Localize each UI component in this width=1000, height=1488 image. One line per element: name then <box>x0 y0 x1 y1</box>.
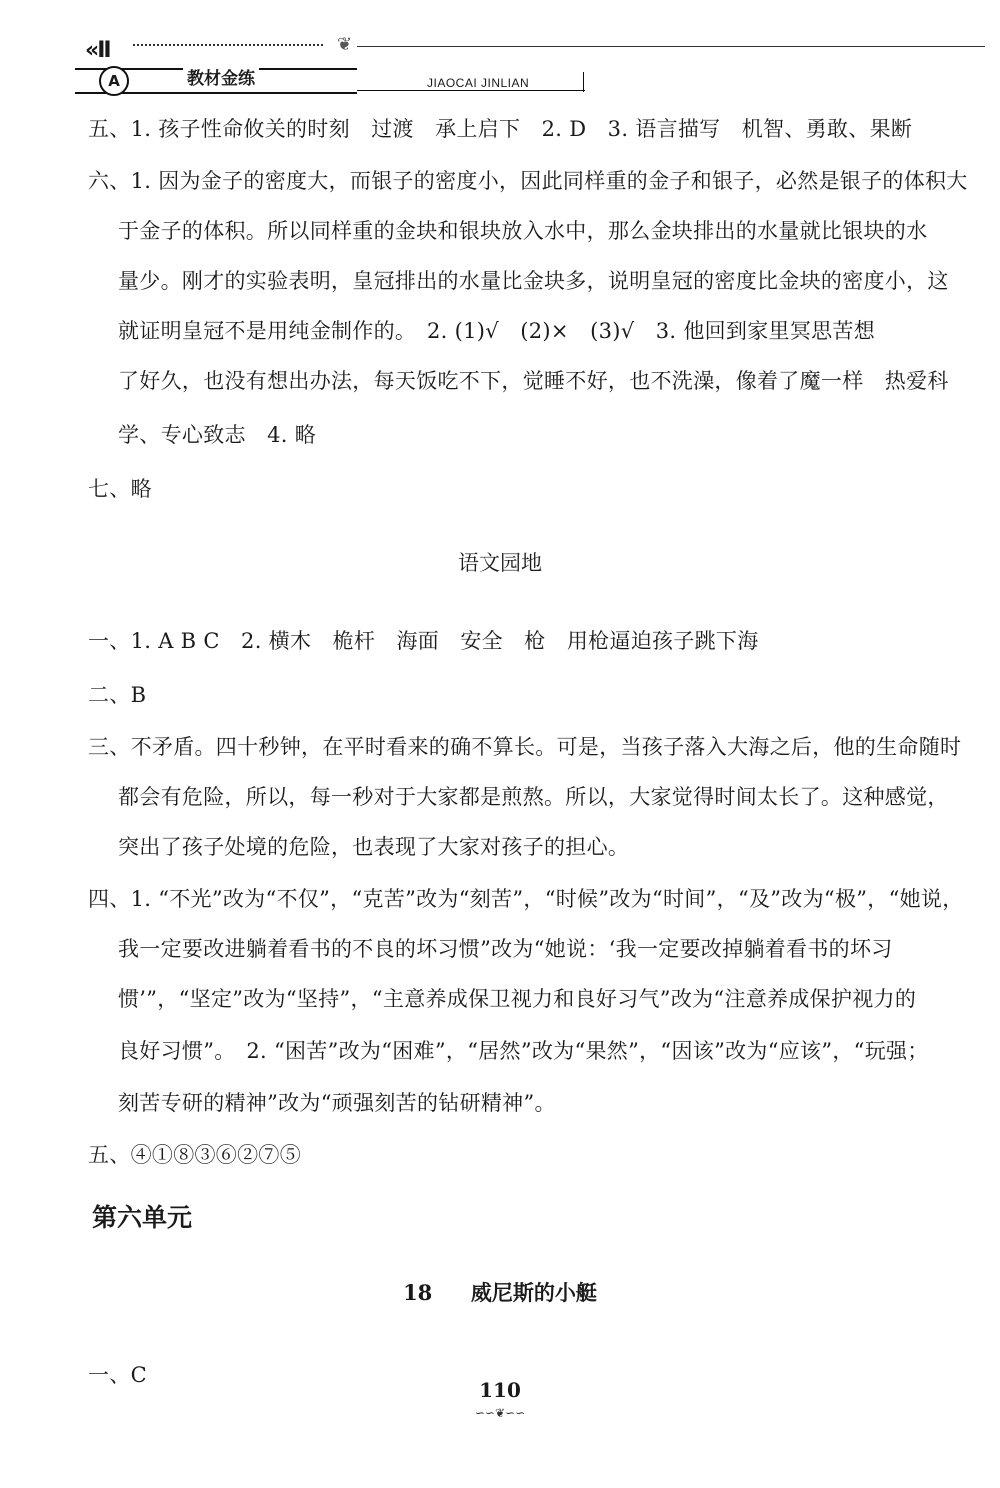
answer-q6-line: 学、专心致志 4. 略 <box>118 423 317 447</box>
page-number: 110 <box>479 1378 521 1402</box>
header-title: 教材金练 <box>183 68 259 90</box>
answer-q6-line: 就证明皇冠不是用纯金制作的。 2. (1)√ (2)× (3)√ 3. 他回到家里冥思苦想 <box>118 319 876 343</box>
header-swirl-icon: ❦ <box>337 34 353 55</box>
yuandi-q4-line: 惯’”，“坚定”改为“坚持”，“主意养成保卫视力和良好习气”改为“注意养成保护视力的 <box>118 987 917 1011</box>
lesson-heading <box>0 1278 1000 1308</box>
unit-heading: 第六单元 <box>92 1203 193 1232</box>
header-end-tick <box>583 72 584 92</box>
header-arrows: «II <box>85 38 110 63</box>
section-title-yuwen-yuandi: 语文园地 <box>458 551 542 575</box>
answer-q6-line: 六、1. 因为金子的密度大，而银子的密度小，因此同样重的金子和银子，必然是银子的体积大 <box>88 169 968 193</box>
yuandi-q4-line: 四、1. “不光”改为“不仅”，“克苦”改为“刻苦”，“时候”改为“时间”，“及”改为“极”，“她说， <box>88 887 964 911</box>
answer-q6-line: 于金子的体积。所以同样重的金块和银块放入水中，那么金块排出的水量就比银块的水 <box>118 219 928 243</box>
lesson-title: 威尼斯的小艇 <box>470 1280 597 1305</box>
footer-ornament-icon: ∽∽❦∽∽ <box>474 1406 526 1420</box>
header-subtitle: JIAOCAI JINLIAN <box>427 76 530 90</box>
yuandi-q3-line: 突出了孩子处境的危险，也表现了大家对孩子的担心。 <box>118 835 630 859</box>
lesson-number: 18 <box>403 1280 433 1305</box>
header-dotted-line <box>133 44 323 46</box>
page-header <box>75 28 985 100</box>
answer-q6-line: 了好久，也没有想出办法，每天饭吃不下，觉睡不好，也不洗澡，像着了魔一样 热爱科 <box>118 369 949 393</box>
answer-q5: 五、1. 孩子性命攸关的时刻 过渡 承上启下 2. D 3. 语言描写 机智、勇敢、果断 <box>88 117 913 141</box>
yuandi-q4-line: 刻苦专研的精神”改为“顽强刻苦的钻研精神”。 <box>118 1091 556 1115</box>
header-top-rule <box>357 46 985 47</box>
header-bottom-rule <box>357 90 585 91</box>
yuandi-q4-line: 良好习惯”。 2. “困苦”改为“困难”，“居然”改为“果然”，“因该”改为“应该”，“玩强； <box>118 1039 929 1063</box>
yuandi-q4-line: 我一定要改进躺着看书的不良的坏习惯”改为“她说：‘我一定要改掉躺着看书的坏习 <box>118 937 893 961</box>
yuandi-q3-line: 都会有危险，所以，每一秒对于大家都是煎熬。所以，大家觉得时间太长了。这种感觉， <box>118 785 949 809</box>
yuandi-q3-line: 三、不矛盾。四十秒钟，在平时看来的确不算长。可是，当孩子落入大海之后，他的生命随时 <box>88 735 962 759</box>
yuandi-q2: 二、B <box>88 683 147 707</box>
lesson-q1: 一、C <box>88 1363 147 1387</box>
answer-q6-line: 量少。刚才的实验表明，皇冠排出的水量比金块多，说明皇冠的密度比金块的密度小，这 <box>118 269 949 293</box>
logo-icon: A <box>99 66 129 96</box>
answer-q7: 七、略 <box>88 477 152 501</box>
yuandi-q5: 五、④①⑧③⑥②⑦⑤ <box>88 1143 301 1167</box>
yuandi-q1: 一、1. A B C 2. 横木 桅杆 海面 安全 枪 用枪逼迫孩子跳下海 <box>88 629 759 653</box>
